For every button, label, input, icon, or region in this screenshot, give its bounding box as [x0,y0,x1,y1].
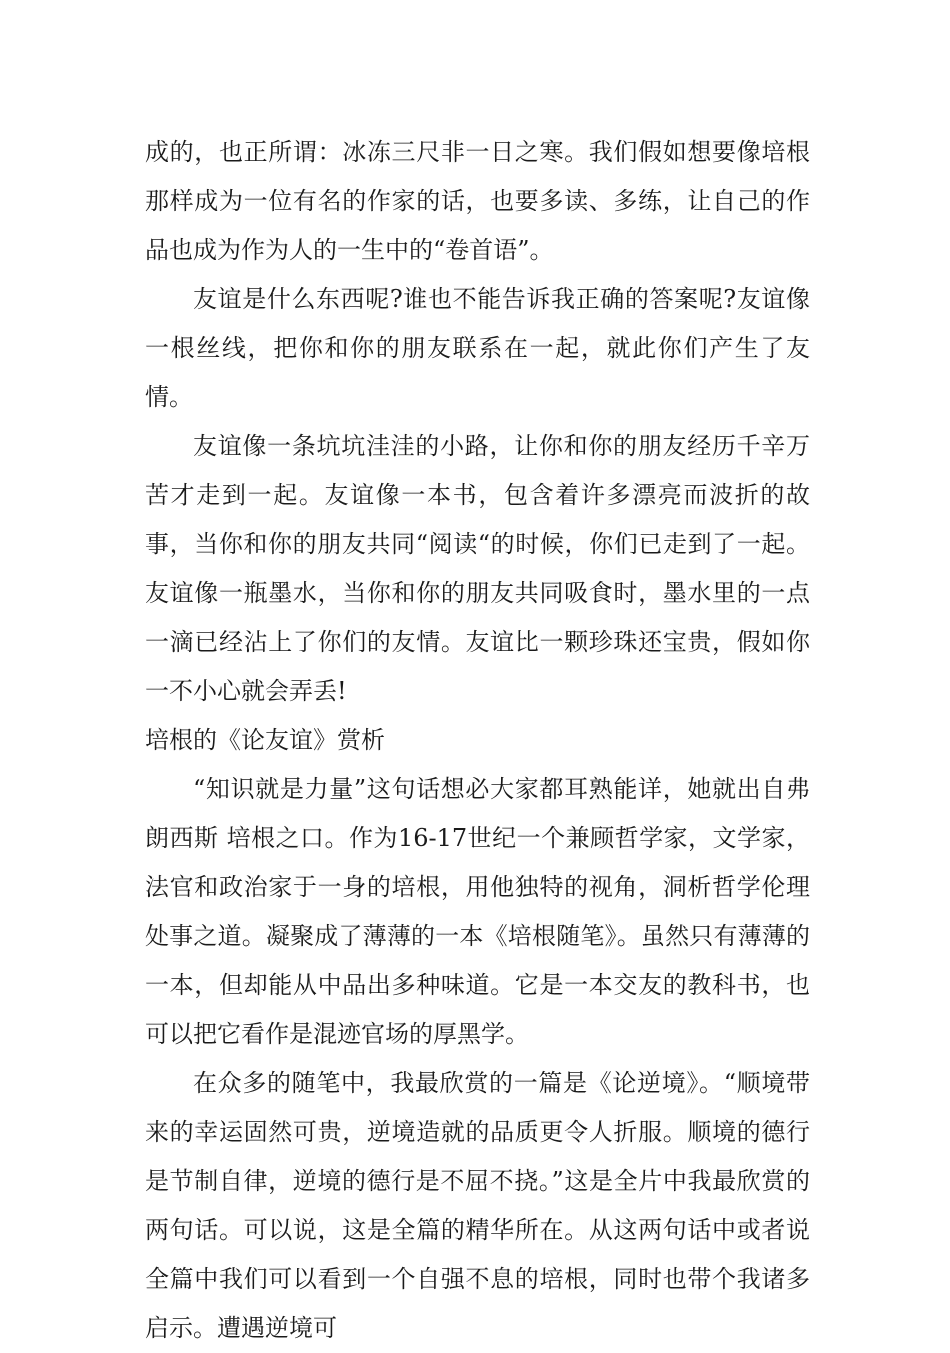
paragraph-continuation: 成的，也正所谓：冰冻三尺非一日之寒。我们假如想要像培根那样成为一位有名的作家的话，也要多读、多练，让自己的作品也成为作为人的一生中的“卷首语”。 [145,138,810,264]
paragraph-friendship-metaphors: 友谊像一条坑坑洼洼的小路，让你和你的朋友经历千辛万苦才走到一起。友谊像一本书，包含着许多漂亮而波折的故事，当你和你的朋友共同“阅读“的时候，你们已走到了一起。友谊像一瓶墨水，当你和你的朋友共同吸食时，墨水里的一点一滴已经沾上了你们的友情。友谊比一颗珍珠还宝贵，假如你一不小心就会弄丢! [145,432,810,705]
paragraph-friendship-question: 友谊是什么东西呢?谁也不能告诉我正确的答案呢?友谊像一根丝线，把你和你的朋友联系在一起，就此你们产生了友情。 [145,285,810,411]
paragraph-on-adversity: 在众多的随笔中，我最欣赏的一篇是《论逆境》。“顺境带来的幸运固然可贵，逆境造就的品质更令人折服。顺境的德行是节制自律，逆境的德行是不屈不挠。”这是全片中我最欣赏的两句话。可以说，这是全篇的精华所在。从这两句话中或者说全篇中我们可以看到一个自强不息的培根，同时也带个我诸多启示。遭遇逆境可 [145,1069,810,1342]
document-body [145,128,810,1353]
paragraph-knowledge-is-power: “知识就是力量”这句话想必大家都耳熟能详，她就出自弗朗西斯 培根之口。作为16-17世纪一个兼顾哲学家，文学家，法官和政治家于一身的培根，用他独特的视角，洞析哲学伦理处事之道。凝聚成了薄薄的一本《培根随笔》。虽然只有薄薄的一本，但却能从中品出多种味道。它是一本交友的教科书，也可以把它看作是混迹官场的厚黑学。 [145,775,810,1048]
section-heading: 培根的《论友谊》赏析 [145,726,385,754]
